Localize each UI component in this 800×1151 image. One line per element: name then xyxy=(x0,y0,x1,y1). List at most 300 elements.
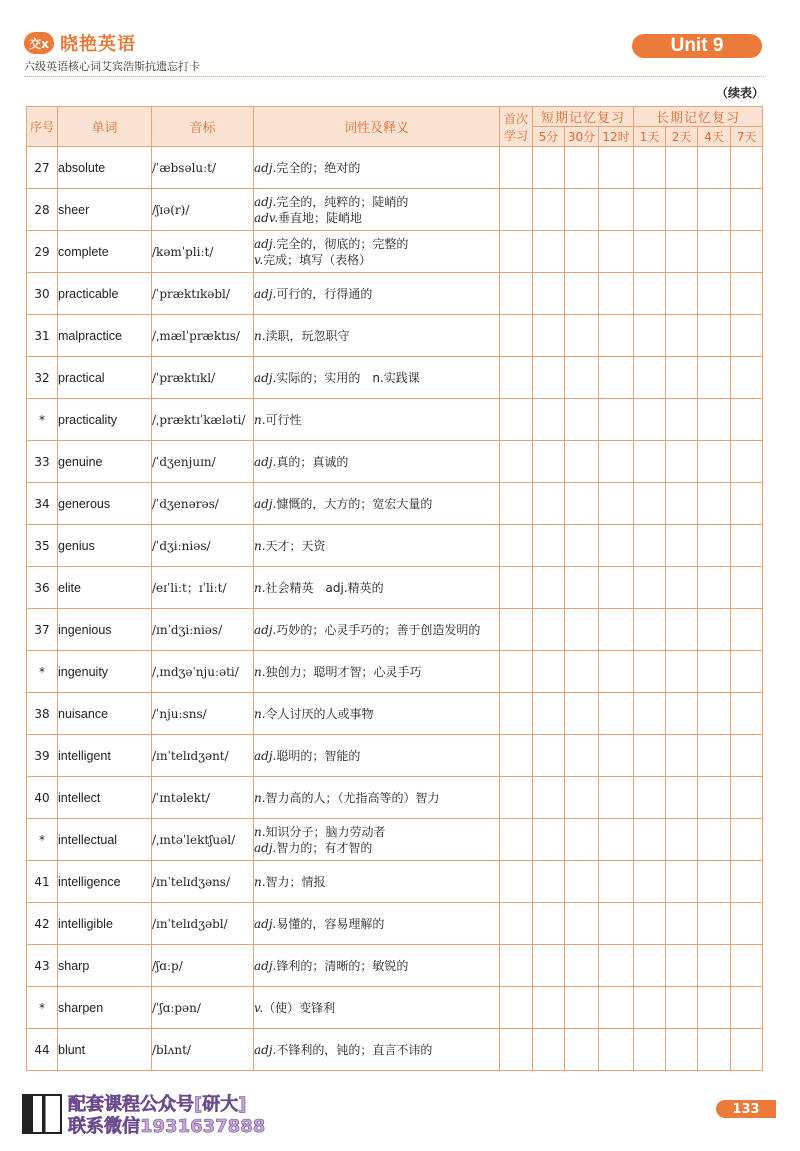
meaning: 可行性 xyxy=(265,412,302,427)
checkbox-cell xyxy=(565,987,599,1029)
checkbox-cell xyxy=(731,609,763,651)
part-of-speech: n. xyxy=(254,580,266,595)
row-word: malpractice xyxy=(58,315,152,357)
book-subtitle: 六级英语核心词艾宾浩斯抗遗忘打卡 xyxy=(24,60,200,73)
row-definition xyxy=(254,777,500,819)
meaning: 独创力；聪明才智；心灵手巧 xyxy=(265,664,422,679)
row-phonetic: /ˈdʒiːniəs/ xyxy=(152,525,254,567)
checkbox-cell xyxy=(565,441,599,483)
checkbox-cell xyxy=(500,189,533,231)
definition-line xyxy=(254,370,499,386)
row-number: 39 xyxy=(27,735,58,777)
part-of-speech: adj. xyxy=(254,194,277,209)
table-row xyxy=(27,819,763,861)
checkbox-cell xyxy=(698,357,731,399)
col-header-long-term: 长期记忆复习 xyxy=(634,107,763,127)
part-of-speech: n. xyxy=(254,824,266,839)
checkbox-cell xyxy=(634,861,666,903)
checkbox-cell xyxy=(533,609,565,651)
promo-line-2: 联系微信1931637888 xyxy=(68,1116,266,1137)
checkbox-cell xyxy=(533,903,565,945)
row-number: 33 xyxy=(27,441,58,483)
qr-code-icon xyxy=(22,1094,62,1134)
row-word: practicable xyxy=(58,273,152,315)
row-definition xyxy=(254,945,500,987)
meaning: 锋利的；清晰的；敏锐的 xyxy=(276,958,409,973)
checkbox-cell xyxy=(634,567,666,609)
checkbox-cell xyxy=(666,147,698,189)
row-number: 28 xyxy=(27,189,58,231)
row-phonetic: /ˈpræktɪkəbl/ xyxy=(152,273,254,315)
meaning: 完全的，纯粹的；陡峭的 xyxy=(276,194,409,209)
table-row xyxy=(27,609,763,651)
checkbox-cell xyxy=(533,147,565,189)
row-definition xyxy=(254,651,500,693)
definition-line xyxy=(254,580,499,596)
row-phonetic: /ˈdʒenərəs/ xyxy=(152,483,254,525)
row-phonetic: /ˈnjuːsns/ xyxy=(152,693,254,735)
checkbox-cell xyxy=(565,231,599,273)
checkbox-cell xyxy=(698,693,731,735)
checkbox-cell xyxy=(634,273,666,315)
checkbox-cell xyxy=(698,861,731,903)
row-number: 38 xyxy=(27,693,58,735)
header-divider xyxy=(24,76,764,77)
checkbox-cell xyxy=(533,1029,565,1071)
row-word: elite xyxy=(58,567,152,609)
checkbox-cell xyxy=(698,483,731,525)
checkbox-cell xyxy=(500,483,533,525)
row-definition xyxy=(254,399,500,441)
checkbox-cell xyxy=(500,987,533,1029)
logo-mark-icon: 交x xyxy=(24,32,54,54)
row-word: sharp xyxy=(58,945,152,987)
row-phonetic: /ɪnˈdʒiːniəs/ xyxy=(152,609,254,651)
part-of-speech: adv. xyxy=(254,210,279,225)
checkbox-cell xyxy=(666,693,698,735)
row-word: practicality xyxy=(58,399,152,441)
checkbox-cell xyxy=(666,273,698,315)
table-row xyxy=(27,231,763,273)
checkbox-cell xyxy=(599,147,634,189)
checkbox-cell xyxy=(731,231,763,273)
meaning: 易懂的，容易理解的 xyxy=(276,916,385,931)
checkbox-cell xyxy=(634,315,666,357)
row-number: * xyxy=(27,399,58,441)
checkbox-cell xyxy=(731,1029,763,1071)
checkbox-cell xyxy=(500,609,533,651)
checkbox-cell xyxy=(634,735,666,777)
row-word: intelligible xyxy=(58,903,152,945)
definition-line xyxy=(254,210,499,226)
part-of-speech: n. xyxy=(254,328,266,343)
checkbox-cell xyxy=(500,315,533,357)
definition-line xyxy=(254,252,499,268)
checkbox-cell xyxy=(666,483,698,525)
checkbox-cell xyxy=(500,903,533,945)
row-word: intellect xyxy=(58,777,152,819)
checkbox-cell xyxy=(698,231,731,273)
col-header-first-study: 首次学习 xyxy=(500,107,533,147)
part-of-speech: adj. xyxy=(254,496,277,511)
checkbox-cell xyxy=(698,315,731,357)
part-of-speech: adj. xyxy=(254,454,277,469)
checkbox-cell xyxy=(500,861,533,903)
row-definition xyxy=(254,609,500,651)
col-header-slot: 30分 xyxy=(565,127,599,147)
row-phonetic: /ɪnˈtelɪdʒəbl/ xyxy=(152,903,254,945)
checkbox-cell xyxy=(731,399,763,441)
definition-line xyxy=(254,538,499,554)
definition-line xyxy=(254,160,499,176)
meaning: 智力高的人；（尤指高等的）智力 xyxy=(265,790,440,805)
table-row xyxy=(27,273,763,315)
definition-line xyxy=(254,412,499,428)
checkbox-cell xyxy=(500,441,533,483)
checkbox-cell xyxy=(533,231,565,273)
checkbox-cell xyxy=(634,693,666,735)
row-word: absolute xyxy=(58,147,152,189)
checkbox-cell xyxy=(500,399,533,441)
row-phonetic: /ɪnˈtelɪdʒəns/ xyxy=(152,861,254,903)
promo-line-1: 配套课程公众号[研大] xyxy=(68,1094,247,1115)
meaning: 天才；天资 xyxy=(265,538,326,553)
checkbox-cell xyxy=(599,651,634,693)
checkbox-cell xyxy=(565,147,599,189)
meaning: 智力；情报 xyxy=(265,874,326,889)
definition-line xyxy=(254,496,499,512)
checkbox-cell xyxy=(533,273,565,315)
row-number: 34 xyxy=(27,483,58,525)
definition-line xyxy=(254,840,499,856)
row-number: 37 xyxy=(27,609,58,651)
definition-line xyxy=(254,824,499,840)
part-of-speech: n. xyxy=(254,790,266,805)
row-number: 36 xyxy=(27,567,58,609)
checkbox-cell xyxy=(565,609,599,651)
checkbox-cell xyxy=(698,525,731,567)
checkbox-cell xyxy=(698,651,731,693)
checkbox-cell xyxy=(599,357,634,399)
checkbox-cell xyxy=(698,903,731,945)
definition-line xyxy=(254,664,499,680)
row-number: 30 xyxy=(27,273,58,315)
row-word: practical xyxy=(58,357,152,399)
table-row xyxy=(27,525,763,567)
checkbox-cell xyxy=(599,567,634,609)
continued-note: （续表） xyxy=(715,86,764,100)
checkbox-cell xyxy=(698,147,731,189)
checkbox-cell xyxy=(599,903,634,945)
checkbox-cell xyxy=(698,399,731,441)
row-number: 43 xyxy=(27,945,58,987)
row-definition xyxy=(254,357,500,399)
row-definition xyxy=(254,567,500,609)
part-of-speech: n. xyxy=(254,664,266,679)
row-phonetic: /ˌmælˈpræktɪs/ xyxy=(152,315,254,357)
definition-line xyxy=(254,706,499,722)
checkbox-cell xyxy=(500,525,533,567)
row-number: * xyxy=(27,819,58,861)
checkbox-cell xyxy=(565,399,599,441)
checkbox-cell xyxy=(565,861,599,903)
row-number: * xyxy=(27,987,58,1029)
checkbox-cell xyxy=(565,525,599,567)
checkbox-cell xyxy=(533,525,565,567)
checkbox-cell xyxy=(533,399,565,441)
row-word: ingenious xyxy=(58,609,152,651)
checkbox-cell xyxy=(500,147,533,189)
row-phonetic: /blʌnt/ xyxy=(152,1029,254,1071)
row-word: complete xyxy=(58,231,152,273)
checkbox-cell xyxy=(698,567,731,609)
row-word: blunt xyxy=(58,1029,152,1071)
row-word: intelligent xyxy=(58,735,152,777)
checkbox-cell xyxy=(599,525,634,567)
row-phonetic: /ˌpræktɪˈkæləti/ xyxy=(152,399,254,441)
checkbox-cell xyxy=(666,735,698,777)
checkbox-cell xyxy=(731,693,763,735)
table-row xyxy=(27,315,763,357)
meaning: 慷慨的，大方的；宽宏大量的 xyxy=(276,496,433,511)
checkbox-cell xyxy=(599,1029,634,1071)
row-definition xyxy=(254,147,500,189)
row-phonetic: /ˈʃɑːpən/ xyxy=(152,987,254,1029)
meaning: 完全的，彻底的；完整的 xyxy=(276,236,409,251)
checkbox-cell xyxy=(666,567,698,609)
checkbox-cell xyxy=(565,483,599,525)
row-word: generous xyxy=(58,483,152,525)
part-of-speech: n. xyxy=(254,412,266,427)
checkbox-cell xyxy=(666,357,698,399)
col-header-word: 单词 xyxy=(58,107,152,147)
definition-line xyxy=(254,328,499,344)
row-definition xyxy=(254,441,500,483)
checkbox-cell xyxy=(634,987,666,1029)
checkbox-cell xyxy=(731,147,763,189)
row-definition xyxy=(254,189,500,231)
checkbox-cell xyxy=(565,819,599,861)
col-header-slot: 7天 xyxy=(731,127,763,147)
meaning: 知识分子；脑力劳动者 xyxy=(265,824,386,839)
checkbox-cell xyxy=(533,357,565,399)
checkbox-cell xyxy=(698,735,731,777)
checkbox-cell xyxy=(666,651,698,693)
checkbox-cell xyxy=(634,357,666,399)
checkbox-cell xyxy=(533,777,565,819)
row-definition xyxy=(254,525,500,567)
checkbox-cell xyxy=(731,651,763,693)
checkbox-cell xyxy=(634,483,666,525)
checkbox-cell xyxy=(500,693,533,735)
checkbox-cell xyxy=(599,441,634,483)
row-phonetic: /ˌɪntəˈlektʃuəl/ xyxy=(152,819,254,861)
checkbox-cell xyxy=(666,945,698,987)
checkbox-cell xyxy=(500,819,533,861)
meaning: 实际的；实用的 n.实践课 xyxy=(276,370,420,385)
checkbox-cell xyxy=(565,945,599,987)
checkbox-cell xyxy=(698,777,731,819)
checkbox-cell xyxy=(666,987,698,1029)
checkbox-cell xyxy=(599,945,634,987)
table-row xyxy=(27,357,763,399)
row-number: 31 xyxy=(27,315,58,357)
checkbox-cell xyxy=(634,189,666,231)
checkbox-cell xyxy=(731,735,763,777)
checkbox-cell xyxy=(666,903,698,945)
checkbox-cell xyxy=(500,567,533,609)
meaning: 令人讨厌的人或事物 xyxy=(265,706,374,721)
col-header-slot: 12时 xyxy=(599,127,634,147)
row-definition xyxy=(254,903,500,945)
part-of-speech: n. xyxy=(254,874,266,889)
row-phonetic: /ɪnˈtelɪdʒənt/ xyxy=(152,735,254,777)
definition-line xyxy=(254,1042,499,1058)
checkbox-cell xyxy=(565,273,599,315)
checkbox-cell xyxy=(731,819,763,861)
checkbox-cell xyxy=(500,273,533,315)
col-header-phonetic: 音标 xyxy=(152,107,254,147)
row-number: 42 xyxy=(27,903,58,945)
checkbox-cell xyxy=(599,777,634,819)
definition-line xyxy=(254,454,499,470)
row-definition xyxy=(254,819,500,861)
checkbox-cell xyxy=(565,651,599,693)
table-row xyxy=(27,777,763,819)
row-definition xyxy=(254,273,500,315)
meaning: （使）变锋利 xyxy=(263,1000,336,1015)
checkbox-cell xyxy=(731,945,763,987)
checkbox-cell xyxy=(565,315,599,357)
row-number: 27 xyxy=(27,147,58,189)
checkbox-cell xyxy=(500,945,533,987)
definition-line xyxy=(254,286,499,302)
checkbox-cell xyxy=(731,861,763,903)
row-number: 40 xyxy=(27,777,58,819)
table-row xyxy=(27,441,763,483)
meaning: 不锋利的，钝的；直言不讳的 xyxy=(276,1042,433,1057)
part-of-speech: adj. xyxy=(254,236,277,251)
checkbox-cell xyxy=(634,819,666,861)
table-row xyxy=(27,567,763,609)
checkbox-cell xyxy=(666,609,698,651)
vocab-table xyxy=(26,106,763,1071)
checkbox-cell xyxy=(533,945,565,987)
row-number: 35 xyxy=(27,525,58,567)
part-of-speech: adj. xyxy=(254,370,277,385)
checkbox-cell xyxy=(731,441,763,483)
row-definition xyxy=(254,735,500,777)
checkbox-cell xyxy=(731,525,763,567)
part-of-speech: adj. xyxy=(254,286,277,301)
brand-name: 晓艳英语 xyxy=(60,34,136,55)
col-header-short-term: 短期记忆复习 xyxy=(533,107,634,127)
checkbox-cell xyxy=(599,189,634,231)
checkbox-cell xyxy=(666,189,698,231)
checkbox-cell xyxy=(500,1029,533,1071)
part-of-speech: adj. xyxy=(254,748,277,763)
row-phonetic: /ˌɪndʒəˈnjuːəti/ xyxy=(152,651,254,693)
checkbox-cell xyxy=(731,987,763,1029)
definition-line xyxy=(254,916,499,932)
col-header-definition: 词性及释义 xyxy=(254,107,500,147)
row-number: 29 xyxy=(27,231,58,273)
checkbox-cell xyxy=(698,945,731,987)
part-of-speech: n. xyxy=(254,538,266,553)
checkbox-cell xyxy=(634,903,666,945)
checkbox-cell xyxy=(599,819,634,861)
row-word: genius xyxy=(58,525,152,567)
checkbox-cell xyxy=(698,1029,731,1071)
checkbox-cell xyxy=(698,609,731,651)
part-of-speech: v. xyxy=(254,1000,264,1015)
checkbox-cell xyxy=(731,483,763,525)
part-of-speech: adj. xyxy=(254,160,277,175)
checkbox-cell xyxy=(599,273,634,315)
table-row xyxy=(27,147,763,189)
table-row xyxy=(27,987,763,1029)
table-row xyxy=(27,693,763,735)
meaning: 巧妙的；心灵手巧的；善于创造发明的 xyxy=(276,622,481,637)
checkbox-cell xyxy=(533,861,565,903)
checkbox-cell xyxy=(634,525,666,567)
checkbox-cell xyxy=(731,273,763,315)
checkbox-cell xyxy=(565,777,599,819)
brand-logo xyxy=(24,30,136,56)
row-word: ingenuity xyxy=(58,651,152,693)
definition-line xyxy=(254,790,499,806)
table-row xyxy=(27,735,763,777)
meaning: 垂直地；陡峭地 xyxy=(278,210,363,225)
checkbox-cell xyxy=(666,777,698,819)
checkbox-cell xyxy=(599,315,634,357)
row-word: nuisance xyxy=(58,693,152,735)
checkbox-cell xyxy=(533,735,565,777)
checkbox-cell xyxy=(731,315,763,357)
row-definition xyxy=(254,987,500,1029)
checkbox-cell xyxy=(634,945,666,987)
row-word: sheer xyxy=(58,189,152,231)
checkbox-cell xyxy=(565,567,599,609)
checkbox-cell xyxy=(666,399,698,441)
checkbox-cell xyxy=(500,231,533,273)
definition-line xyxy=(254,958,499,974)
checkbox-cell xyxy=(599,609,634,651)
meaning: 聪明的；智能的 xyxy=(276,748,361,763)
checkbox-cell xyxy=(599,861,634,903)
checkbox-cell xyxy=(599,399,634,441)
checkbox-cell xyxy=(533,567,565,609)
meaning: 社会精英 adj.精英的 xyxy=(265,580,384,595)
checkbox-cell xyxy=(533,315,565,357)
checkbox-cell xyxy=(565,735,599,777)
checkbox-cell xyxy=(634,231,666,273)
checkbox-cell xyxy=(698,189,731,231)
checkbox-cell xyxy=(565,693,599,735)
row-definition xyxy=(254,483,500,525)
checkbox-cell xyxy=(666,819,698,861)
meaning: 智力的；有才智的 xyxy=(276,840,373,855)
checkbox-cell xyxy=(666,861,698,903)
row-phonetic: /eɪˈliːt；ɪˈliːt/ xyxy=(152,567,254,609)
part-of-speech: adj. xyxy=(254,958,277,973)
row-phonetic: /ˈæbsəluːt/ xyxy=(152,147,254,189)
checkbox-cell xyxy=(565,1029,599,1071)
checkbox-cell xyxy=(599,735,634,777)
checkbox-cell xyxy=(533,483,565,525)
col-header-slot: 4天 xyxy=(698,127,731,147)
checkbox-cell xyxy=(599,693,634,735)
